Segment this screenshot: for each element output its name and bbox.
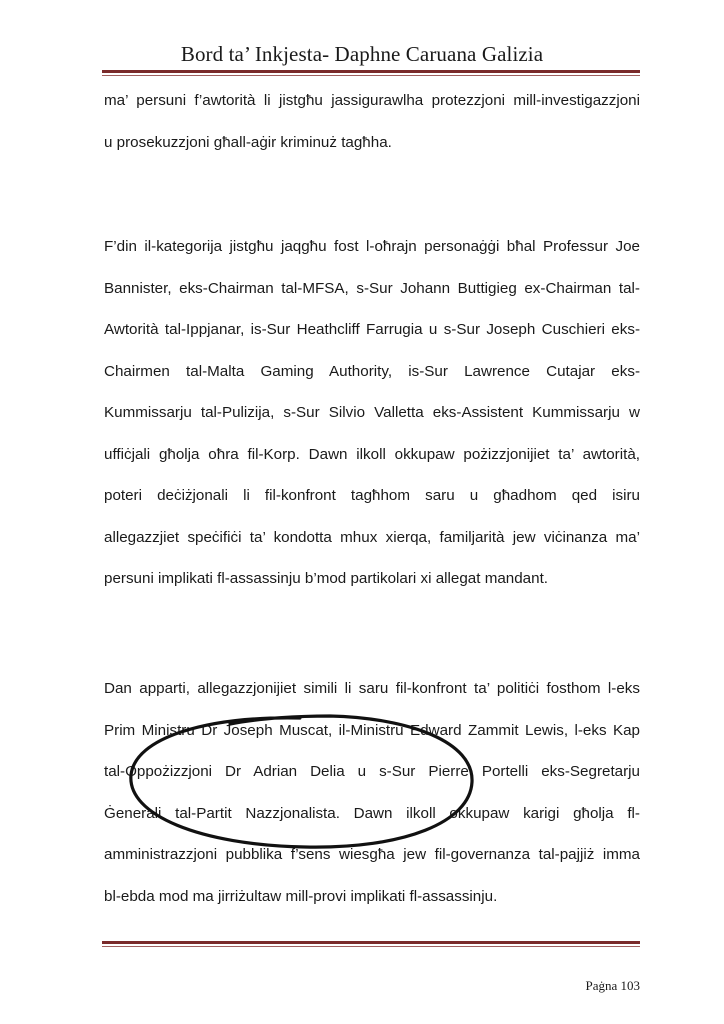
text-line: Ġenerali tal-Partit Nazzjonalista. Dawn ilkoll okkupaw karigi għolja fl- bbox=[104, 804, 640, 822]
text-line: allegazzjiet speċifiċi ta’ kondotta mhux xierqa, familjarità jew viċinanza ma’ bbox=[104, 528, 640, 546]
text-line: uffiċjali għolja oħra fil-Korp. Dawn ilkoll okkupaw pożizzjonijiet ta’ awtorità, bbox=[104, 445, 640, 463]
footer-rule-thick bbox=[102, 941, 640, 944]
text-line: Kummissarju tal-Pulizija, s-Sur Silvio Valletta eks-Assistent Kummissarju w bbox=[104, 404, 640, 421]
paragraph-2 bbox=[104, 226, 640, 600]
text-line: tal-Oppożizzjoni Dr Adrian Delia u s-Sur Pierre Portelli eks-Segretarju bbox=[104, 763, 640, 780]
text-line: Awtorità tal-Ippjanar, is-Sur Heathcliff Farrugia u s-Sur Joseph Cuschieri eks- bbox=[104, 321, 640, 338]
text-line: Chairmen tal-Malta Gaming Authority, is-Sur Lawrence Cutajar eks- bbox=[104, 362, 640, 380]
page-number: Paġna 103 bbox=[585, 978, 640, 993]
text-line: poteri deċiżjonali li fil-konfront tagħhom saru u għadhom qed isiru bbox=[104, 487, 640, 504]
text-line: persuni implikati fl-assassinju b’mod partikolari xi allegat mandant. bbox=[104, 570, 549, 587]
text-line: ma’ persuni f’awtorità li jistgħu jassigurawlha protezzjoni mill-investigazzjoni bbox=[104, 92, 640, 109]
text-line: amministrazzjoni pubblika f’sens wiesgħa jew fil-governanza tal-pajjiż imma bbox=[104, 846, 640, 863]
paragraph-3 bbox=[104, 668, 640, 917]
text-line: Prim Ministru Dr Joseph Muscat, il-Ministru Edward Zammit Lewis, l-eks Kap bbox=[104, 721, 640, 739]
footer-rule-thin bbox=[102, 946, 640, 947]
text-line: bl-ebda mod ma jirriżultaw mill-provi implikati fl-assassinju. bbox=[104, 887, 498, 905]
document-header-title: Bord ta’ Inkjesta- Daphne Caruana Galizia bbox=[180, 42, 544, 66]
text-line: u prosekuzzjoni għall-aġir kriminuż tagħha. bbox=[104, 133, 392, 151]
paragraph-1 bbox=[104, 80, 640, 163]
text-line: Dan apparti, allegazzjonijiet simili li saru fil-konfront ta’ politiċi fosthom l-eks bbox=[104, 680, 640, 697]
header-rule-thin bbox=[102, 75, 640, 76]
text-line: Bannister, eks-Chairman tal-MFSA, s-Sur Johann Buttigieg ex-Chairman tal- bbox=[104, 279, 640, 297]
text-line: F’din il-kategorija jistgħu jaqgħu fost l-oħrajn personaġġi bħal Professur Joe bbox=[104, 238, 640, 255]
header-rule-thick bbox=[102, 70, 640, 73]
